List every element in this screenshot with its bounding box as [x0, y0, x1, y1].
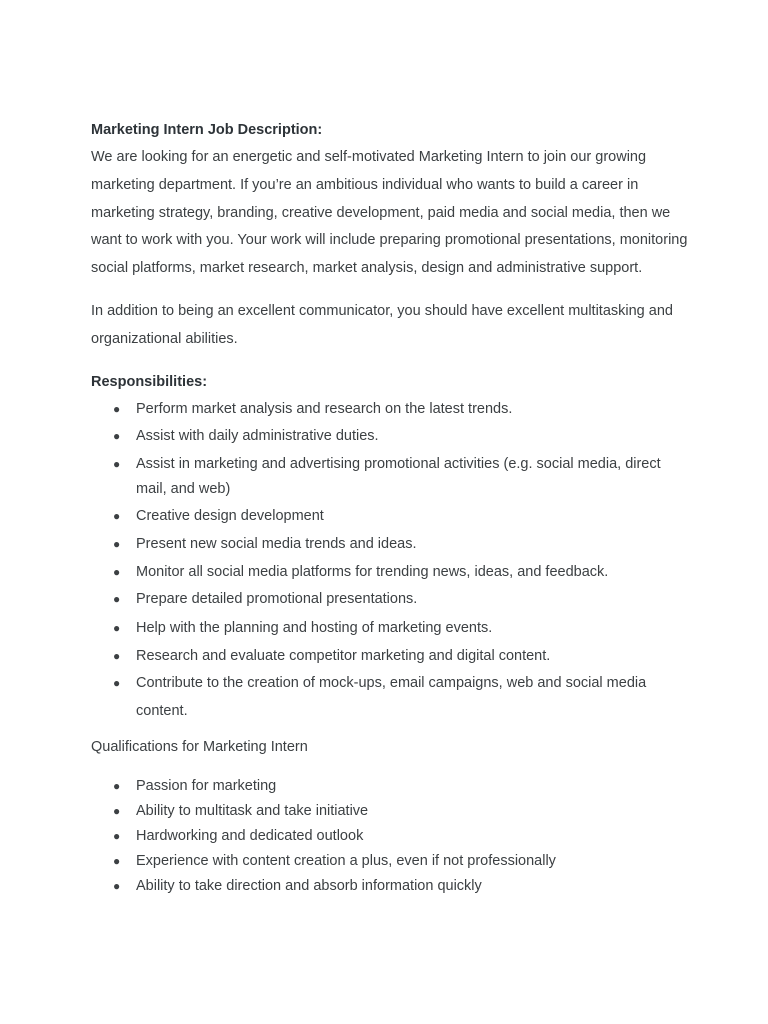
- list-item: [91, 397, 691, 422]
- list-item-text: Assist in marketing and advertising promotional activities (e.g. social media, direct mail, and web): [136, 455, 661, 497]
- bullet-icon: ●: [113, 456, 121, 471]
- list-item-text: Ability to take direction and absorb information quickly: [136, 877, 482, 894]
- list-item-text: Ability to multitask and take initiative: [136, 802, 369, 819]
- list-item: [91, 874, 691, 899]
- list-item: [91, 799, 691, 824]
- bullet-icon: ●: [113, 828, 121, 843]
- list-item-text: Monitor all social media platforms for trending news, ideas, and feedback.: [136, 563, 609, 580]
- bullet-icon: ●: [113, 564, 121, 579]
- responsibilities-list: [91, 397, 691, 726]
- bullet-icon: ●: [113, 803, 121, 818]
- list-item-text: Hardworking and dedicated outlook: [136, 827, 364, 844]
- list-item: [91, 615, 691, 643]
- list-item-text: Assist with daily administrative duties.: [136, 428, 379, 445]
- list-item: [91, 587, 691, 612]
- second-paragraph: In addition to being an excellent communicator, you should have excellent multitasking and organizational abilities.: [91, 302, 673, 347]
- bullet-icon: ●: [113, 536, 121, 551]
- list-item: [91, 643, 691, 671]
- list-item: [91, 532, 691, 557]
- list-item-text: Creative design development: [136, 508, 324, 525]
- list-item-text: Contribute to the creation of mock-ups, email campaigns, web and social media content.: [136, 675, 647, 720]
- list-item-text: Perform market analysis and research on the latest trends.: [136, 400, 513, 417]
- list-item-text: Help with the planning and hosting of marketing events.: [136, 619, 493, 636]
- list-item-text: Research and evaluate competitor marketing and digital content.: [136, 647, 551, 664]
- bullet-icon: ●: [113, 620, 121, 635]
- list-item: [91, 774, 691, 799]
- intro-paragraph: We are looking for an energetic and self-motivated Marketing Intern to join our growing marketing department. If you’re an ambitious individual who wants to build a career in marketing strategy, branding, creative development, paid media and social media, then we want to work with you. Your work will include preparing promotional presentations, monitoring social platforms, market research, market analysis, design and administrative support.: [91, 149, 688, 277]
- list-item: [91, 560, 691, 585]
- bullet-icon: ●: [113, 509, 121, 524]
- list-item: [91, 670, 691, 726]
- responsibilities-heading: Responsibilities:: [91, 373, 208, 390]
- qualifications-list: [91, 774, 691, 899]
- list-item-text: Prepare detailed promotional presentations.: [136, 591, 418, 608]
- list-item-text: Passion for marketing: [136, 777, 277, 794]
- bullet-icon: ●: [113, 592, 121, 607]
- document-title: Marketing Intern Job Description:: [91, 122, 323, 138]
- bullet-icon: ●: [113, 676, 121, 691]
- list-item-text: Experience with content creation a plus, even if not professionally: [136, 852, 556, 869]
- list-item: [91, 452, 691, 502]
- bullet-icon: ●: [113, 878, 121, 893]
- bullet-icon: ●: [113, 853, 121, 868]
- list-item-text: Present new social media trends and ideas.: [136, 535, 417, 552]
- bullet-icon: ●: [113, 778, 121, 793]
- bullet-icon: ●: [113, 401, 121, 416]
- document-page: [91, 120, 691, 899]
- list-item: [91, 849, 691, 874]
- list-item: [91, 424, 691, 449]
- list-item: [91, 824, 691, 849]
- bullet-icon: ●: [113, 648, 121, 663]
- list-item: [91, 504, 691, 529]
- qualifications-heading: Qualifications for Marketing Intern: [91, 738, 308, 755]
- bullet-icon: ●: [113, 429, 121, 444]
